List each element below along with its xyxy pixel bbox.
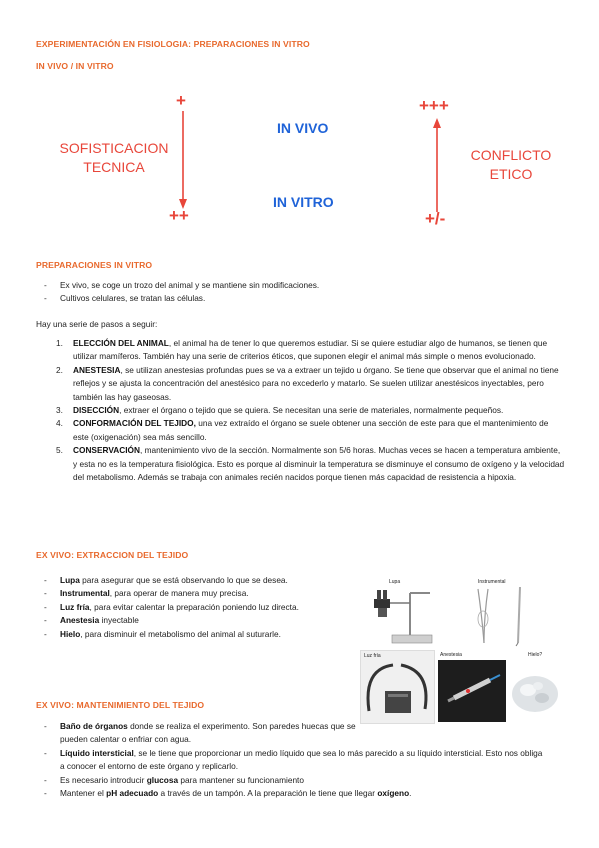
conflicto-line-1: CONFLICTO — [470, 147, 552, 163]
step-title: DISECCIÓN — [73, 405, 120, 416]
list-item: - Ex vivo, se coge un trozo del animal y se mantiene sin modificaciones. — [36, 279, 556, 292]
step-number: 4. — [56, 418, 63, 429]
page-title: EXPERIMENTACIÓN EN FISIOLOGIA: PREPARACIONES IN VITRO — [36, 39, 310, 49]
forceps-icon — [458, 577, 558, 647]
step-title: ELECCIÓN DEL ANIMAL — [73, 338, 169, 348]
item-bold: Instrumental — [60, 588, 110, 599]
instrumental-image — [458, 577, 558, 647]
list-item — [36, 628, 341, 641]
step-text: una vez extraído el órgano se suele obtener una sección de este para que el mantenimiento de este (oxigenación) sea más sencillo. — [73, 418, 549, 442]
step-item — [36, 444, 566, 484]
syringe-icon — [438, 650, 506, 722]
item-bold: oxígeno — [377, 788, 410, 799]
list-item — [36, 587, 341, 600]
item-text: Mantener el — [60, 788, 107, 799]
item-text: , para disminuir el metabolismo del animal al suturarle. — [80, 628, 281, 639]
caption-instrumental: Instrumental — [478, 579, 506, 585]
step-text: , extraer el órgano o tejido que se quiera. Se necesitan una serie de materiales, normalmente pequeños. — [119, 405, 504, 416]
caption-luz-fria: Luz fría — [364, 653, 381, 659]
item-bold: Baño de órganos — [60, 721, 128, 731]
steps-intro: Hay una serie de pasos a seguir: — [36, 319, 158, 329]
list-item — [36, 787, 546, 800]
sofisticacion-label — [54, 139, 174, 177]
step-title: CONSERVACIÓN — [73, 445, 140, 456]
cold-light-icon — [361, 651, 434, 723]
anestesia-image — [438, 650, 506, 722]
list-item — [36, 774, 546, 787]
down-arrow-icon — [176, 111, 190, 211]
conflicto-line-2: ETICO — [489, 166, 533, 182]
item-bold: pH adecuado — [106, 788, 159, 799]
item-bold: Hielo — [60, 628, 81, 639]
list-item — [36, 574, 341, 587]
item-text: a través de un tampón. A la preparación le tiene que llegar — [158, 788, 378, 799]
item-bold: Anestesia — [60, 615, 100, 626]
conflicto-label — [456, 146, 566, 184]
step-item — [36, 417, 566, 444]
item-bold: Luz fría — [60, 601, 90, 612]
preparaciones-heading: PREPARACIONES IN VITRO — [36, 260, 153, 270]
mantenimiento-heading: EX VIVO: MANTENIMIENTO DEL TEJIDO — [36, 700, 205, 710]
item-text: para asegurar que se está observando lo que se desea. — [79, 575, 288, 585]
step-number: 2. — [56, 364, 63, 375]
item-bold: Líquido intersticial — [60, 747, 134, 758]
microscope-icon — [352, 577, 454, 647]
sofisticacion-line-2: TECNICA — [83, 159, 145, 175]
item-text: donde se realiza el experimento. Son paredes huecas que se pueden calentar o enfriar con agua. — [60, 721, 356, 745]
step-text: , el animal ha de tener lo que queremos estudiar. Si se quiere estudiar algo de humanos, se tienen que utilizar mamíferos. También hay una serie de criterios éticos, que suponen elegir el animal más simple o menos evolucionado. — [73, 338, 548, 362]
in-vitro-label: IN VITRO — [273, 194, 334, 210]
item-text: , para evitar calentar la preparación poniendo luz directa. — [89, 601, 299, 612]
list-item: - Cultivos celulares, se tratan las células. — [36, 292, 556, 305]
caption-hielo: Hielo? — [528, 652, 543, 658]
item-text: , para operar de manera muy precisa. — [109, 588, 249, 599]
plus-top-left: + — [176, 91, 186, 110]
item-text: inyectable — [99, 615, 139, 626]
in-vivo-label: IN VIVO — [277, 120, 329, 136]
extraccion-heading: EX VIVO: EXTRACCION DEL TEJIDO — [36, 550, 189, 560]
step-item — [36, 404, 566, 417]
step-number: 1. — [56, 338, 63, 348]
luz-fria-image — [360, 650, 435, 724]
lupa-image — [352, 577, 454, 647]
item-text: , se le tiene que proporcionar un medio líquido que sea lo más parecido a su líquido intersticial. Esto nos obliga a conocer el entorno de este órgano y replicarlo. — [60, 747, 543, 772]
caption-lupa: Lupa — [389, 579, 401, 585]
hielo-image — [510, 650, 560, 722]
step-number: 5. — [56, 445, 63, 456]
item-bold: glucosa — [146, 774, 179, 785]
step-item — [36, 364, 566, 404]
caption-anestesia: Anestesia — [440, 652, 462, 658]
extraccion-list — [36, 574, 341, 641]
step-item — [36, 337, 566, 364]
plus-bottom-right: +/- — [425, 209, 446, 228]
preparaciones-list — [36, 279, 556, 306]
step-title: CONFORMACIÓN DEL TEJIDO, — [73, 418, 196, 429]
list-item — [36, 747, 546, 774]
plus-top-right: +++ — [419, 96, 449, 115]
item-text: . — [409, 788, 412, 799]
list-item — [36, 614, 341, 627]
sofisticacion-line-1: SOFISTICACION — [59, 140, 169, 156]
item-bold: Lupa — [60, 575, 80, 585]
ice-icon — [510, 650, 560, 722]
step-number: 3. — [56, 405, 63, 416]
plus-bottom-left: ++ — [169, 206, 189, 225]
step-text: , mantenimiento vivo de la sección. Normalmente son 5/6 horas. Muchas veces se hacen a temperatura ambiente, y esta no es la temperatura fisiológica. Esto es porque al disminuir la temperatura se disminuye el consumo de oxígeno y la velocidad del metabolismo. Además se trabaja con animales recién nacidos porque tienen más capacidad de resistencia a hipoxia. — [73, 445, 565, 483]
up-arrow-icon — [430, 117, 444, 213]
item-text: para mantener su funcionamiento — [178, 774, 304, 785]
page-subtitle: IN VIVO / IN VITRO — [36, 61, 114, 71]
item-text: Es necesario introducir — [60, 774, 147, 785]
step-title: ANESTESIA — [73, 364, 121, 375]
mantenimiento-list — [36, 720, 546, 800]
list-item — [36, 720, 360, 747]
step-text: , se utilizan anestesias profundas pues se va a extraer un tejido u órgano. Se tiene que observar que el animal no tiene reflejos y se ajusta la concentración del anestésico para no excederlo y matarlo. Se suelen utilizar anestésicos inyectables, pero también las hay gaseosas. — [73, 364, 559, 402]
steps-list — [36, 337, 566, 484]
list-item — [36, 601, 341, 614]
